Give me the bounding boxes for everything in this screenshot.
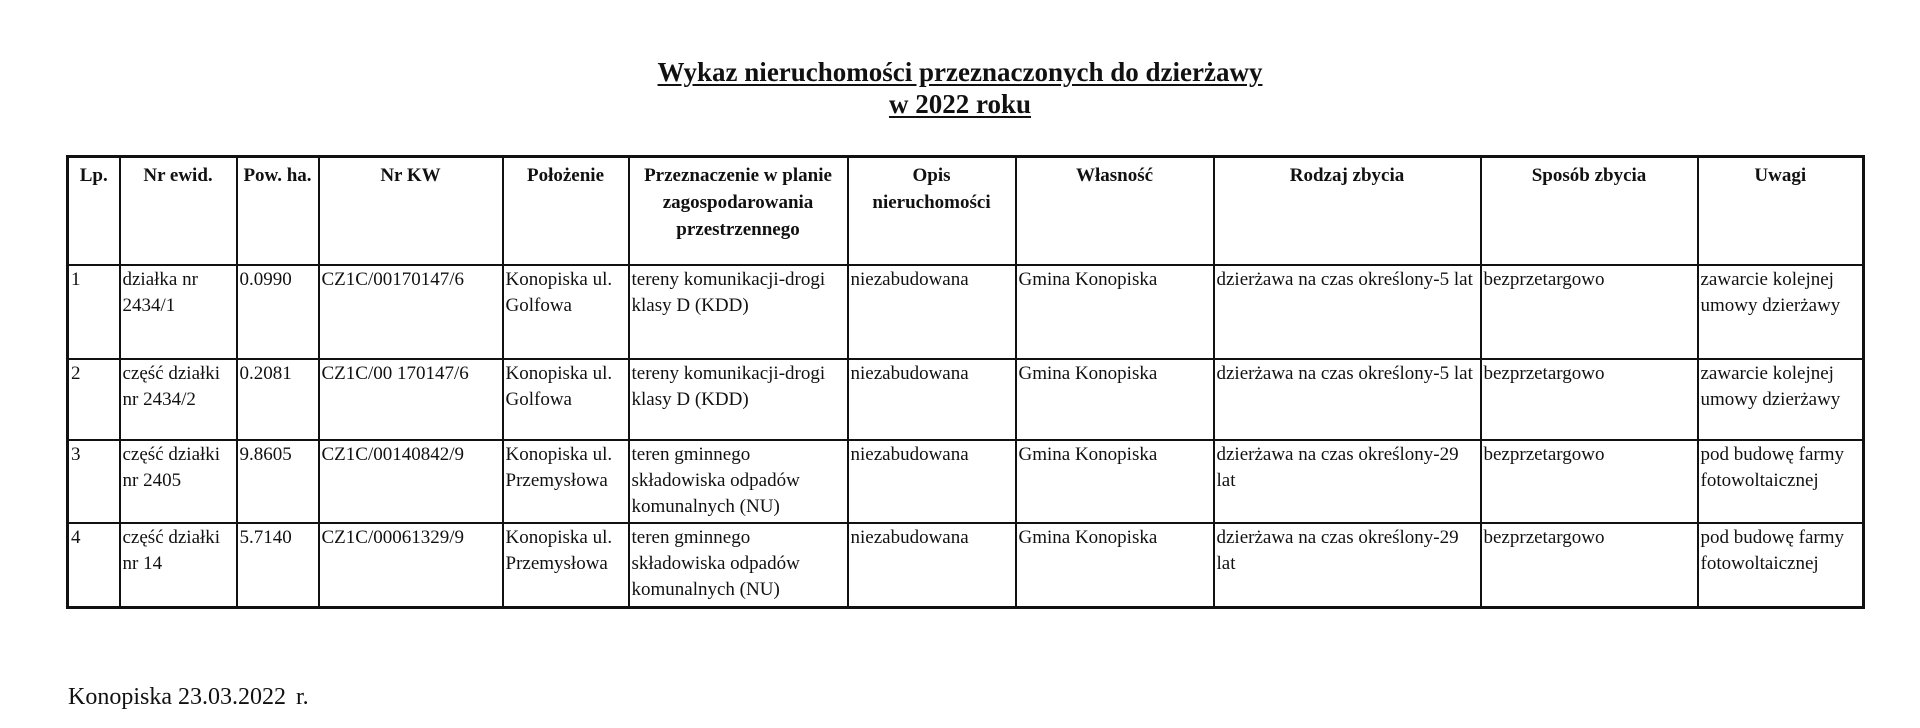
cell-lp: 2 bbox=[68, 359, 120, 440]
table-row bbox=[68, 440, 1864, 523]
cell-uwagi: pod budowę farmy fotowoltaicznej bbox=[1698, 523, 1864, 608]
date-suffix: r. bbox=[296, 684, 309, 710]
title-line-2: w 2022 roku bbox=[888, 89, 1032, 119]
cell-opis: niezabudowana bbox=[848, 265, 1016, 359]
header-pow: Pow. ha. bbox=[237, 157, 319, 265]
cell-pow: 0.0990 bbox=[237, 265, 319, 359]
cell-polozenie: Konopiska ul. Golfowa bbox=[503, 359, 629, 440]
cell-opis: niezabudowana bbox=[848, 440, 1016, 523]
cell-pow: 9.8605 bbox=[237, 440, 319, 523]
cell-wlasnosc: Gmina Konopiska bbox=[1016, 359, 1214, 440]
cell-wlasnosc: Gmina Konopiska bbox=[1016, 265, 1214, 359]
header-sposob-zbycia: Sposób zbycia bbox=[1481, 157, 1698, 265]
header-polozenie: Położenie bbox=[503, 157, 629, 265]
cell-lp: 4 bbox=[68, 523, 120, 608]
cell-sposob-zbycia: bezprzetargowo bbox=[1481, 440, 1698, 523]
table-row bbox=[68, 523, 1864, 608]
cell-sposob-zbycia: bezprzetargowo bbox=[1481, 359, 1698, 440]
table-row bbox=[68, 359, 1864, 440]
cell-rodzaj-zbycia: dzierżawa na czas określony-5 lat bbox=[1214, 359, 1481, 440]
header-lp: Lp. bbox=[68, 157, 120, 265]
header-nr-ewid: Nr ewid. bbox=[120, 157, 237, 265]
cell-nr-kw: CZ1C/00061329/9 bbox=[319, 523, 503, 608]
cell-nr-kw: CZ1C/00140842/9 bbox=[319, 440, 503, 523]
cell-sposob-zbycia: bezprzetargowo bbox=[1481, 523, 1698, 608]
title-line-1: Wykaz nieruchomości przeznaczonych do dzierżawy bbox=[657, 57, 1263, 87]
cell-rodzaj-zbycia: dzierżawa na czas określony-5 lat bbox=[1214, 265, 1481, 359]
footer-place-date bbox=[68, 682, 309, 712]
cell-przeznaczenie: tereny komunikacji-drogi klasy D (KDD) bbox=[629, 265, 848, 359]
cell-uwagi: pod budowę farmy fotowoltaicznej bbox=[1698, 440, 1864, 523]
cell-nr-ewid: działka nr 2434/1 bbox=[120, 265, 237, 359]
cell-pow: 0.2081 bbox=[237, 359, 319, 440]
cell-przeznaczenie: teren gminnego składowiska odpadów komunalnych (NU) bbox=[629, 440, 848, 523]
header-wlasnosc: Własność bbox=[1016, 157, 1214, 265]
header-opis: Opis nieruchomości bbox=[848, 157, 1016, 265]
cell-polozenie: Konopiska ul. Przemysłowa bbox=[503, 523, 629, 608]
cell-przeznaczenie: tereny komunikacji-drogi klasy D (KDD) bbox=[629, 359, 848, 440]
cell-lp: 1 bbox=[68, 265, 120, 359]
header-przeznaczenie: Przeznaczenie w planie zagospodarowania przestrzennego bbox=[629, 157, 848, 265]
cell-uwagi: zawarcie kolejnej umowy dzierżawy bbox=[1698, 265, 1864, 359]
cell-nr-kw: CZ1C/00170147/6 bbox=[319, 265, 503, 359]
cell-polozenie: Konopiska ul. Golfowa bbox=[503, 265, 629, 359]
cell-rodzaj-zbycia: dzierżawa na czas określony-29 lat bbox=[1214, 440, 1481, 523]
cell-uwagi: zawarcie kolejnej umowy dzierżawy bbox=[1698, 359, 1864, 440]
cell-nr-ewid: część działki nr 14 bbox=[120, 523, 237, 608]
cell-opis: niezabudowana bbox=[848, 523, 1016, 608]
cell-nr-ewid: część działki nr 2434/2 bbox=[120, 359, 237, 440]
cell-wlasnosc: Gmina Konopiska bbox=[1016, 523, 1214, 608]
cell-przeznaczenie: teren gminnego składowiska odpadów komunalnych (NU) bbox=[629, 523, 848, 608]
cell-wlasnosc: Gmina Konopiska bbox=[1016, 440, 1214, 523]
table-row bbox=[68, 265, 1864, 359]
cell-opis: niezabudowana bbox=[848, 359, 1016, 440]
header-uwagi: Uwagi bbox=[1698, 157, 1864, 265]
cell-pow: 5.7140 bbox=[237, 523, 319, 608]
property-list-table bbox=[66, 155, 1865, 609]
cell-rodzaj-zbycia: dzierżawa na czas określony-29 lat bbox=[1214, 523, 1481, 608]
table-header-row bbox=[68, 157, 1864, 265]
cell-polozenie: Konopiska ul. Przemysłowa bbox=[503, 440, 629, 523]
cell-lp: 3 bbox=[68, 440, 120, 523]
document-title bbox=[0, 56, 1920, 120]
place-date-text: Konopiska 23.03.2022 bbox=[68, 684, 286, 710]
cell-nr-ewid: część działki nr 2405 bbox=[120, 440, 237, 523]
cell-sposob-zbycia: bezprzetargowo bbox=[1481, 265, 1698, 359]
header-nr-kw: Nr KW bbox=[319, 157, 503, 265]
cell-nr-kw: CZ1C/00 170147/6 bbox=[319, 359, 503, 440]
header-rodzaj-zbycia: Rodzaj zbycia bbox=[1214, 157, 1481, 265]
